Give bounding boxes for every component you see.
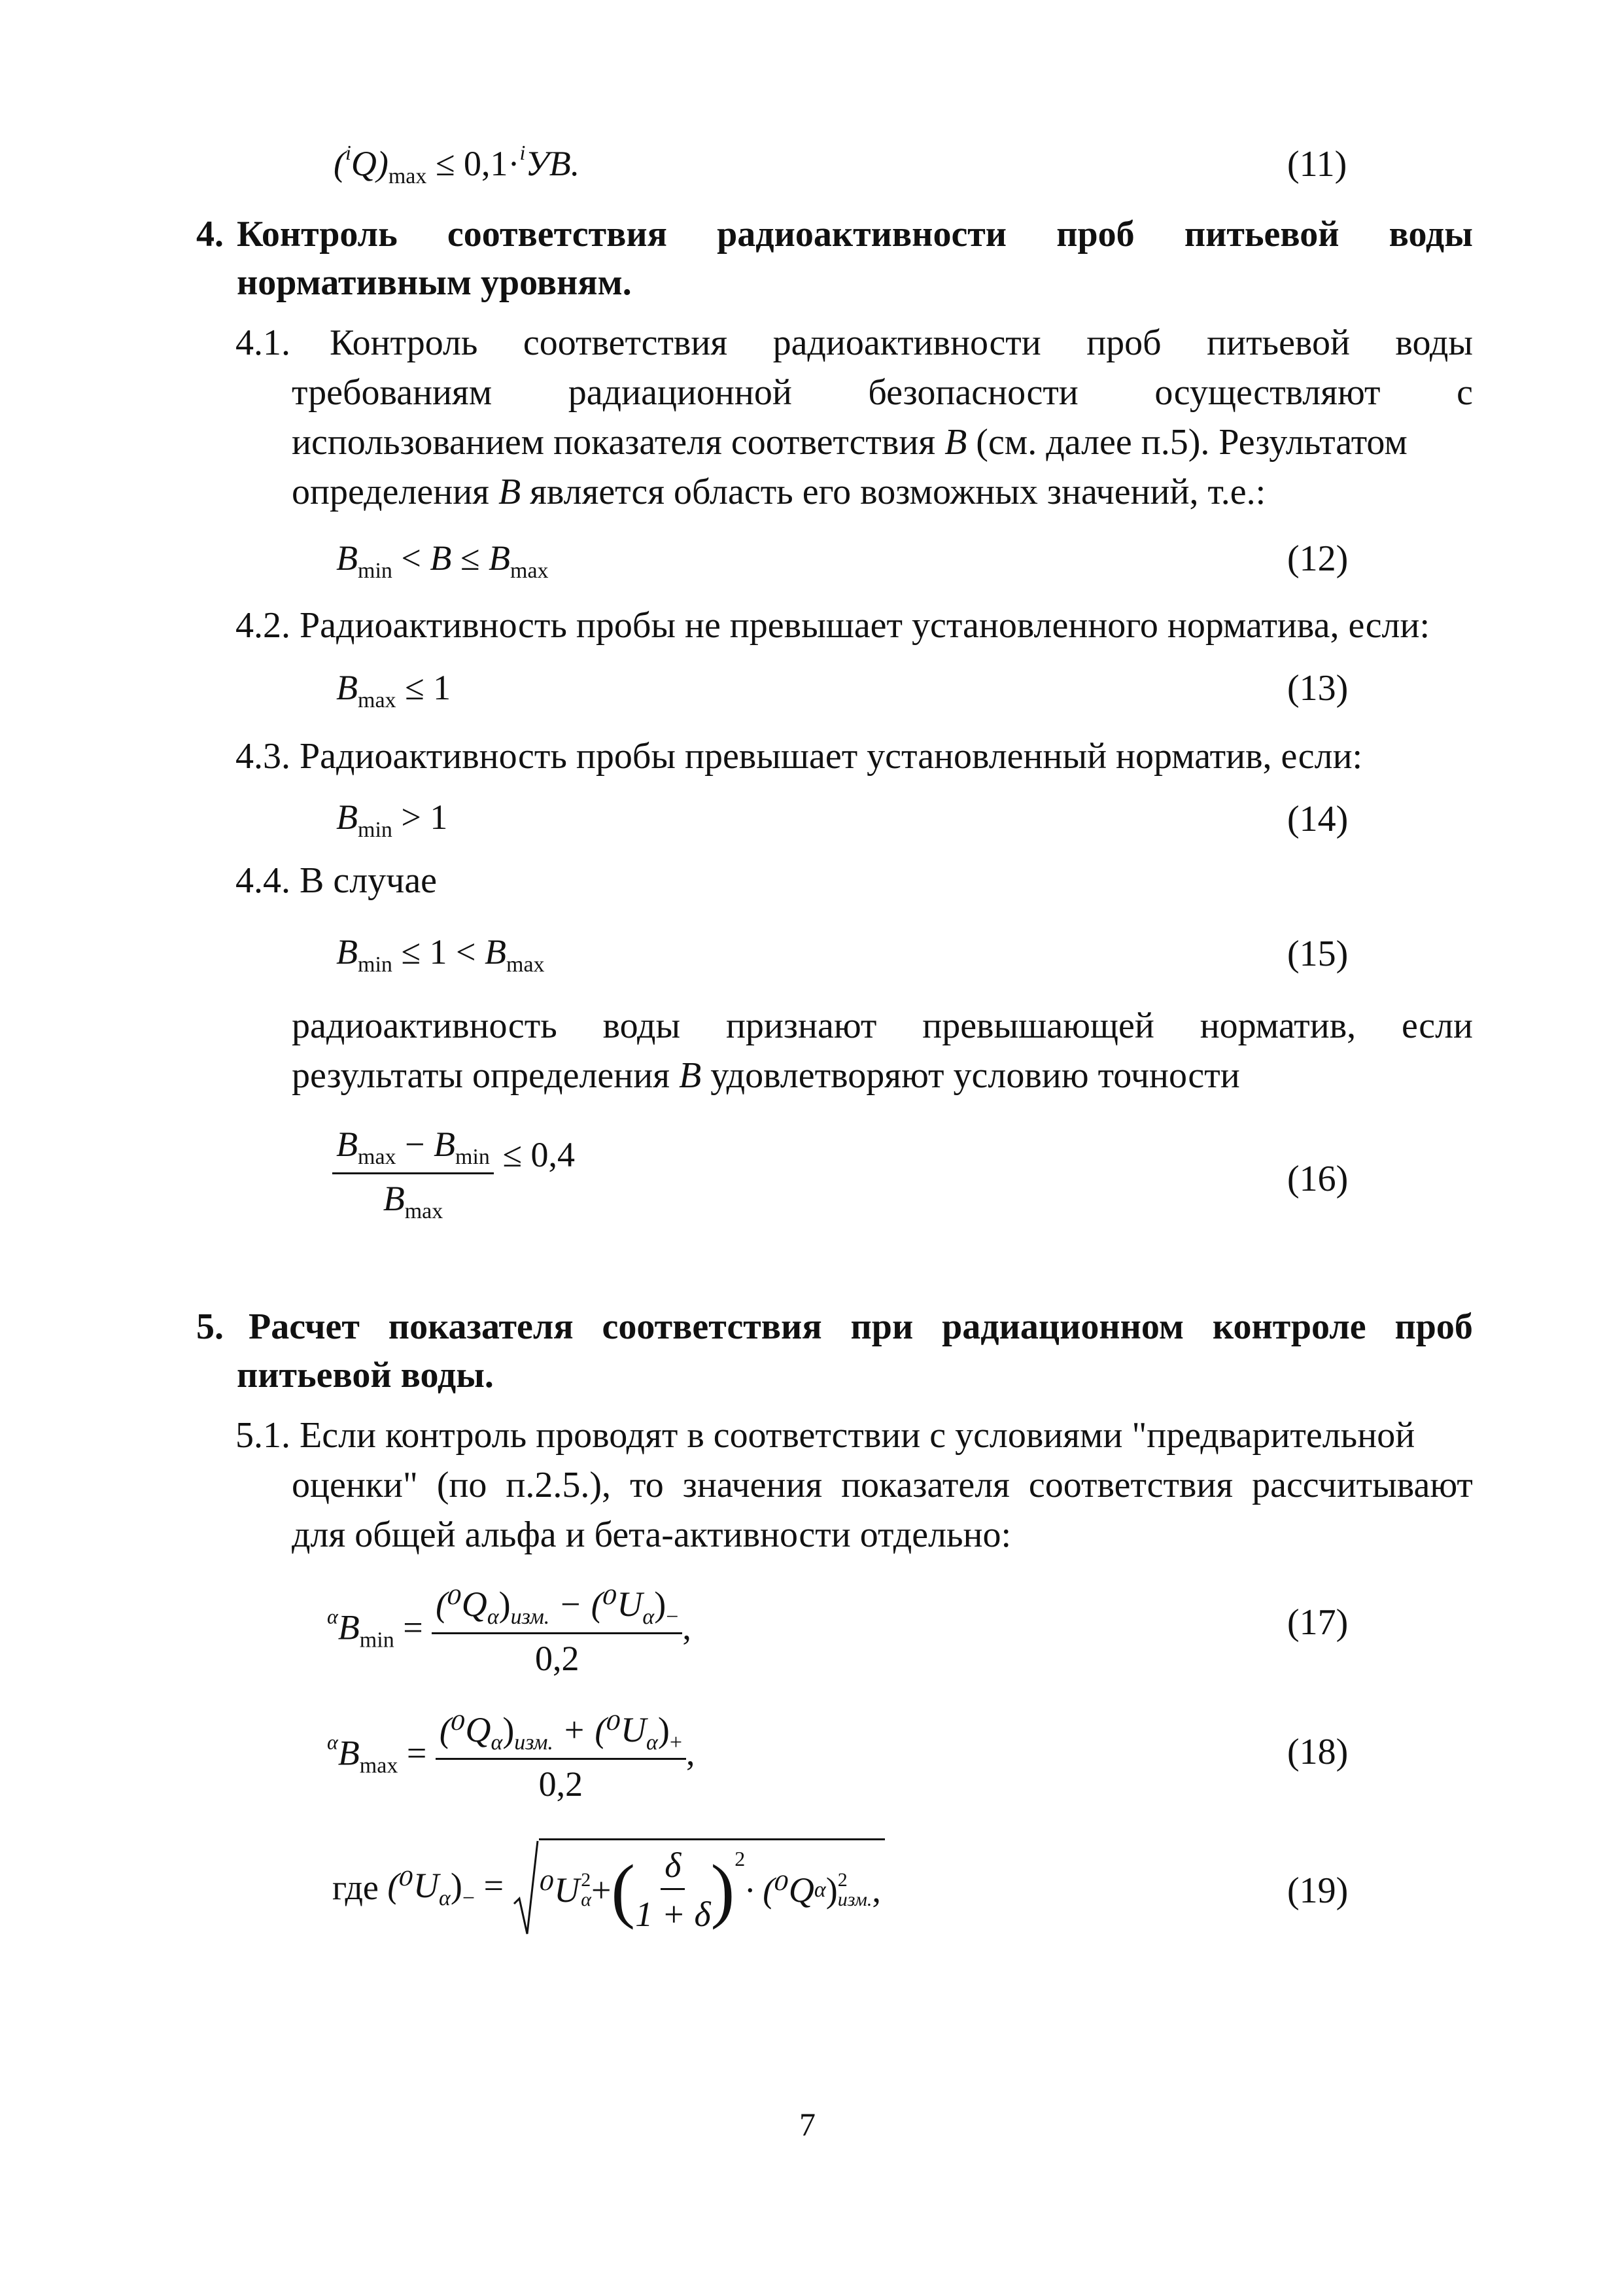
numerator: [432, 1583, 682, 1634]
numerator: [436, 1709, 686, 1760]
denominator: 1 + δ: [635, 1895, 711, 1934]
subscript: α: [646, 1730, 658, 1755]
word: безопасности: [868, 372, 1079, 413]
var-u: + (⁰U: [553, 1710, 646, 1749]
word: осуществляют: [1154, 372, 1381, 413]
section-title-line2: нормативным уровням.: [237, 262, 632, 303]
word: воды: [1389, 214, 1473, 254]
subscript: max: [404, 1199, 443, 1223]
word: соответствия: [447, 214, 667, 254]
paren: ): [654, 1585, 666, 1624]
denominator: 0,2: [538, 1764, 583, 1804]
word: если: [1401, 1006, 1473, 1046]
word: соответствия: [523, 323, 728, 363]
fraction: [432, 1583, 682, 1679]
paragraph-line: [292, 374, 1473, 411]
subscript: min: [358, 818, 392, 842]
alpha-superscript: α: [327, 1730, 338, 1754]
paren: ): [657, 1710, 670, 1749]
numerator: δ: [661, 1845, 685, 1890]
fraction: [332, 1124, 494, 1224]
relation: ≤ 0,4: [493, 1134, 576, 1174]
equals: =: [475, 1865, 513, 1905]
var-b: B: [678, 1055, 702, 1096]
word: питьевой: [1184, 214, 1339, 254]
subscript: max: [358, 1145, 396, 1169]
subscript: изм.: [514, 1730, 553, 1755]
paragraph-line: 5.1. Если контроль проводят в соответствии с условиями "предварительной: [235, 1415, 1415, 1456]
var-b: B: [489, 538, 511, 578]
paragraph-line: 4.2. Радиоактивность пробы не превышает установленного норматива, если:: [235, 605, 1430, 646]
paren: ): [502, 1710, 515, 1749]
var-q: (⁰Q: [439, 1710, 491, 1749]
subscript: α: [439, 1885, 451, 1910]
equation-number: (15): [1287, 934, 1349, 974]
subscript: min: [358, 559, 392, 583]
equation-12: [336, 538, 549, 584]
relation: > 1: [392, 797, 448, 837]
word: воды: [602, 1006, 681, 1046]
fraction: [436, 1709, 686, 1804]
subscript: изм.: [510, 1605, 550, 1629]
subscript: max: [358, 688, 396, 712]
denominator: [383, 1174, 443, 1224]
comma: ,: [682, 1607, 691, 1647]
word: Контроль: [237, 214, 398, 254]
word: требованиям: [292, 372, 492, 413]
var-q: (⁰Q: [436, 1585, 487, 1624]
equals: =: [394, 1607, 432, 1647]
text: удовлетворяют условию точности: [701, 1055, 1240, 1096]
paren: ): [450, 1865, 462, 1905]
equals: =: [398, 1733, 436, 1773]
radical-sign-icon: [513, 1838, 539, 1936]
word: при: [850, 1306, 914, 1347]
text: использованием показателя соответствия: [292, 422, 945, 463]
subscript: min: [358, 953, 392, 977]
equation-15: [336, 932, 545, 977]
var-b: B: [336, 1125, 358, 1164]
paragraph-line: [292, 1467, 1473, 1503]
word: рассчитывают: [1252, 1465, 1473, 1505]
word: норматив,: [1200, 1006, 1356, 1046]
var-b: B: [336, 797, 358, 837]
paragraph-number: 4.1.: [235, 323, 290, 363]
text: результаты определения: [292, 1055, 679, 1096]
text: определения: [292, 472, 498, 512]
subscript: α: [814, 1877, 826, 1902]
var-u: ⁰U: [540, 1870, 580, 1910]
superscript: 2: [837, 1868, 848, 1891]
text: является область его возможных значений, т.е.:: [521, 472, 1266, 512]
equation-number: (13): [1287, 668, 1349, 709]
equation-number: (18): [1287, 1732, 1349, 1772]
equation-number: (17): [1287, 1602, 1349, 1643]
word: воды: [1395, 323, 1473, 363]
paragraph-line: 4.4. В случае: [235, 860, 438, 901]
where-word: где: [332, 1868, 379, 1907]
word: проб: [1394, 1306, 1473, 1347]
var-b: B: [944, 422, 967, 463]
var-b: B: [485, 932, 506, 972]
equation-number: (16): [1287, 1159, 1349, 1199]
equation-number: (14): [1287, 799, 1349, 839]
relation: ≤ 1 <: [392, 932, 485, 972]
operator: +: [591, 1870, 612, 1910]
paren: ): [376, 144, 389, 183]
var-b: B: [430, 538, 452, 578]
equation-number: (19): [1287, 1870, 1349, 1911]
index-superscript: i: [519, 141, 526, 164]
comma: ,: [686, 1733, 695, 1773]
equation-18: [327, 1709, 695, 1804]
relation: ≤: [451, 538, 489, 578]
relation: <: [392, 538, 430, 578]
subscript: α: [491, 1730, 503, 1755]
var-b: B: [434, 1125, 456, 1164]
word: п.2.5.),: [506, 1465, 612, 1505]
word: с: [1457, 372, 1473, 413]
subscript: +: [669, 1730, 683, 1755]
equation-14: [336, 797, 447, 843]
subscript: α: [642, 1605, 655, 1629]
word: соответствия: [1028, 1465, 1234, 1505]
denominator: 0,2: [535, 1639, 579, 1678]
word: значения: [682, 1465, 823, 1505]
section-title-line2: питьевой воды.: [237, 1355, 494, 1395]
var-b: B: [336, 538, 358, 578]
word: радиоактивности: [772, 323, 1041, 363]
equation-19: [332, 1838, 885, 1936]
word: Расчет: [249, 1306, 360, 1347]
word: оценки": [292, 1465, 418, 1505]
var-b: B: [383, 1179, 405, 1218]
section-number: 5.: [196, 1306, 224, 1347]
word: признают: [725, 1006, 877, 1046]
equation-11: [334, 141, 579, 189]
paragraph-line: [292, 424, 1408, 461]
subscript: max: [510, 559, 549, 583]
paren: ): [498, 1585, 511, 1624]
text: (см. далее п.5). Результатом: [967, 422, 1408, 463]
subscript: −: [462, 1885, 475, 1910]
section-title-line1: [249, 1308, 1473, 1345]
subscript: max: [388, 164, 427, 188]
var-uv: УВ.: [525, 144, 580, 183]
subscript: max: [359, 1753, 398, 1778]
paren: ): [825, 1870, 838, 1910]
radicand: [539, 1838, 885, 1936]
index-superscript: i: [345, 141, 351, 164]
paragraph-line: [292, 1007, 1473, 1044]
subscript: α: [487, 1605, 499, 1629]
var-b: B: [336, 932, 358, 972]
word: проб: [1086, 323, 1162, 363]
lhs: [387, 1865, 513, 1910]
paragraph-line: [330, 324, 1473, 361]
operator: −: [396, 1125, 434, 1164]
equation-16: [332, 1124, 575, 1224]
sup-sub: [838, 1870, 872, 1910]
sup-sub: [581, 1870, 591, 1910]
subscript: max: [506, 953, 545, 977]
word: радиоактивности: [717, 214, 1007, 254]
word: соответствия: [602, 1306, 822, 1347]
equation-number: (12): [1287, 538, 1349, 579]
equation-17: [327, 1583, 691, 1679]
subscript: min: [359, 1628, 394, 1653]
page-number: 7: [799, 2106, 816, 2143]
var-b: B: [337, 1607, 360, 1647]
var-q: · (⁰Q: [745, 1870, 814, 1910]
section-number: 4.: [196, 214, 224, 254]
word: радиационной: [568, 372, 792, 413]
paragraph-line: [292, 474, 1266, 510]
var-u: − (⁰U: [549, 1585, 643, 1624]
subscript: min: [455, 1145, 490, 1169]
left-paren: (: [611, 1849, 636, 1930]
paragraph-line: 4.3. Радиоактивность пробы превышает установленный норматив, если:: [235, 736, 1363, 777]
subscript: −: [666, 1605, 679, 1629]
superscript: 2: [581, 1868, 591, 1891]
var-q: Q: [351, 144, 377, 183]
word: то: [630, 1465, 664, 1505]
paragraph-line: [292, 1057, 1240, 1094]
word: проб: [1056, 214, 1135, 254]
paragraph-line: для общей альфа и бета-активности отдельно:: [292, 1515, 1012, 1555]
square-root: [513, 1838, 885, 1936]
var-u: (⁰U: [387, 1865, 440, 1905]
paren: (: [334, 144, 345, 183]
equation-number: (11): [1287, 144, 1347, 184]
var-b: B: [336, 668, 358, 707]
subscript: изм.: [837, 1888, 872, 1910]
word: превышающей: [922, 1006, 1154, 1046]
alpha-superscript: α: [327, 1604, 338, 1628]
section-title-line1: [237, 216, 1473, 253]
subscript: α: [581, 1888, 591, 1910]
var-b: B: [498, 472, 521, 512]
relation: ≤ 1: [396, 668, 451, 707]
numerator: [332, 1124, 494, 1174]
relation: ≤ 0,1·: [426, 144, 520, 183]
word: (по: [436, 1465, 487, 1505]
word: питьевой: [1207, 323, 1350, 363]
right-paren: ): [710, 1849, 735, 1930]
word: показателя: [841, 1465, 1010, 1505]
word: Контроль: [330, 323, 478, 363]
superscript: 2: [734, 1847, 746, 1870]
equation-13: [336, 667, 451, 713]
comma: ,: [872, 1870, 881, 1910]
var-b: B: [337, 1733, 360, 1773]
word: показателя: [388, 1306, 574, 1347]
word: радиационном: [942, 1306, 1184, 1347]
word: радиоактивность: [292, 1006, 557, 1046]
word: контроле: [1212, 1306, 1366, 1347]
fraction: [635, 1845, 711, 1935]
